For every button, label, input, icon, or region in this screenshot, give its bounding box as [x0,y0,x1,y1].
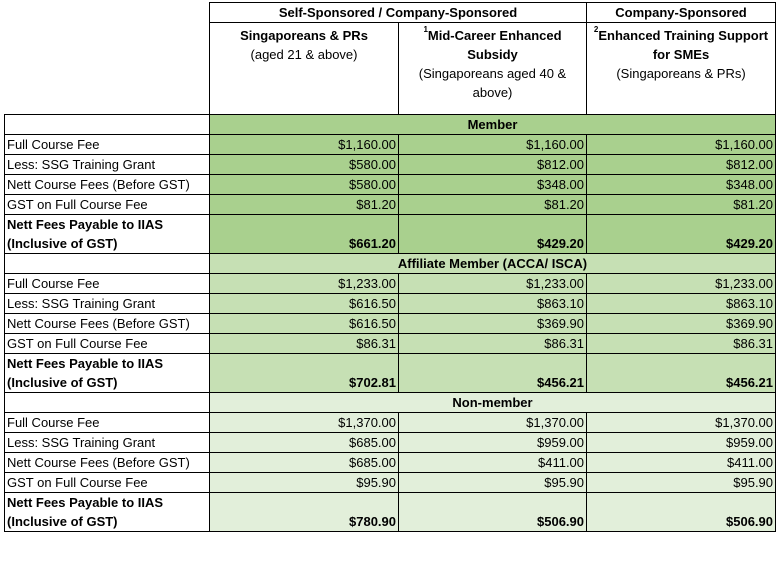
value-cell: $429.20 [587,215,776,254]
group-header-company: Company-Sponsored [587,3,776,23]
section-title-member: Member [210,115,776,135]
row-label: Full Course Fee [5,274,210,294]
value-cell: $812.00 [587,155,776,175]
value-cell: $812.00 [399,155,587,175]
value-cell: $959.00 [587,433,776,453]
column-subtitle: (aged 21 & above) [250,47,358,62]
row-label: Full Course Fee [5,413,210,433]
column-title: $^2$Enhanced Training Support for SMEs [593,25,769,62]
table-row [5,334,776,354]
value-cell: $661.20 [210,215,399,254]
row-label: Nett Fees Payable to IIAS (Inclusive of GST) [5,215,210,254]
column-header-sg-prs [210,23,399,115]
table-row [5,294,776,314]
value-cell: $369.90 [399,314,587,334]
section-title-affiliate: Affiliate Member (ACCA/ ISCA) [210,254,776,274]
value-cell: $411.00 [399,453,587,473]
section-title-non-member: Non-member [210,393,776,413]
value-cell: $1,233.00 [587,274,776,294]
row-label: GST on Full Course Fee [5,334,210,354]
value-cell: $81.20 [210,195,399,215]
value-cell: $685.00 [210,453,399,473]
value-cell: $1,160.00 [210,135,399,155]
row-label: GST on Full Course Fee [5,473,210,493]
column-header-mid-career [399,23,587,115]
table-row [5,175,776,195]
row-label: Nett Course Fees (Before GST) [5,314,210,334]
value-cell: $411.00 [587,453,776,473]
section-label-spacer [5,254,210,274]
corner-cell [5,3,210,115]
value-cell: $95.90 [399,473,587,493]
value-cell: $1,370.00 [210,413,399,433]
value-cell: $369.90 [587,314,776,334]
section-header-row [5,393,776,413]
value-cell: $685.00 [210,433,399,453]
value-cell: $86.31 [587,334,776,354]
row-label: Full Course Fee [5,135,210,155]
row-label: Less: SSG Training Grant [5,294,210,314]
column-header-sme [587,23,776,115]
row-label: Nett Fees Payable to IIAS (Inclusive of GST) [5,493,210,532]
value-cell: $456.21 [587,354,776,393]
row-label: Less: SSG Training Grant [5,433,210,453]
section-header-row [5,115,776,135]
value-cell: $1,233.00 [210,274,399,294]
table-row [5,453,776,473]
header-group-row [5,3,776,23]
value-cell: $702.81 [210,354,399,393]
table-row [5,195,776,215]
row-label: GST on Full Course Fee [5,195,210,215]
table-row [5,135,776,155]
table-row-total [5,493,776,532]
value-cell: $95.90 [210,473,399,493]
table-row [5,473,776,493]
value-cell: $580.00 [210,155,399,175]
footnote-marker: 2 [593,25,599,34]
column-subtitle: (Singaporeans & PRs) [616,66,746,81]
value-cell: $506.90 [399,493,587,532]
value-cell: $1,160.00 [399,135,587,155]
value-cell: $959.00 [399,433,587,453]
value-cell: $95.90 [587,473,776,493]
column-title: $^1$Mid-Career Enhanced Subsidy [423,25,562,62]
column-title: Singaporeans & PRs [240,28,368,43]
table-row [5,433,776,453]
section-label-spacer [5,393,210,413]
section-header-row [5,254,776,274]
footnote-marker: 1 [423,25,428,34]
table-row-total [5,354,776,393]
value-cell: $86.31 [210,334,399,354]
value-cell: $1,370.00 [399,413,587,433]
value-cell: $780.90 [210,493,399,532]
value-cell: $863.10 [399,294,587,314]
group-header-self-company: Self-Sponsored / Company-Sponsored [210,3,587,23]
value-cell: $456.21 [399,354,587,393]
table-row [5,413,776,433]
value-cell: $506.90 [587,493,776,532]
table-row [5,314,776,334]
value-cell: $1,370.00 [587,413,776,433]
value-cell: $1,160.00 [587,135,776,155]
row-label: Nett Course Fees (Before GST) [5,453,210,473]
fee-table [4,2,776,532]
value-cell: $1,233.00 [399,274,587,294]
table-row [5,155,776,175]
row-label: Less: SSG Training Grant [5,155,210,175]
row-label: Nett Fees Payable to IIAS (Inclusive of GST) [5,354,210,393]
value-cell: $348.00 [587,175,776,195]
value-cell: $863.10 [587,294,776,314]
row-label: Nett Course Fees (Before GST) [5,175,210,195]
value-cell: $81.20 [399,195,587,215]
value-cell: $348.00 [399,175,587,195]
section-label-spacer [5,115,210,135]
table-row [5,274,776,294]
value-cell: $81.20 [587,195,776,215]
value-cell: $616.50 [210,314,399,334]
column-subtitle: (Singaporeans aged 40 & above) [418,66,567,100]
value-cell: $616.50 [210,294,399,314]
value-cell: $580.00 [210,175,399,195]
value-cell: $86.31 [399,334,587,354]
value-cell: $429.20 [399,215,587,254]
table-row-total [5,215,776,254]
